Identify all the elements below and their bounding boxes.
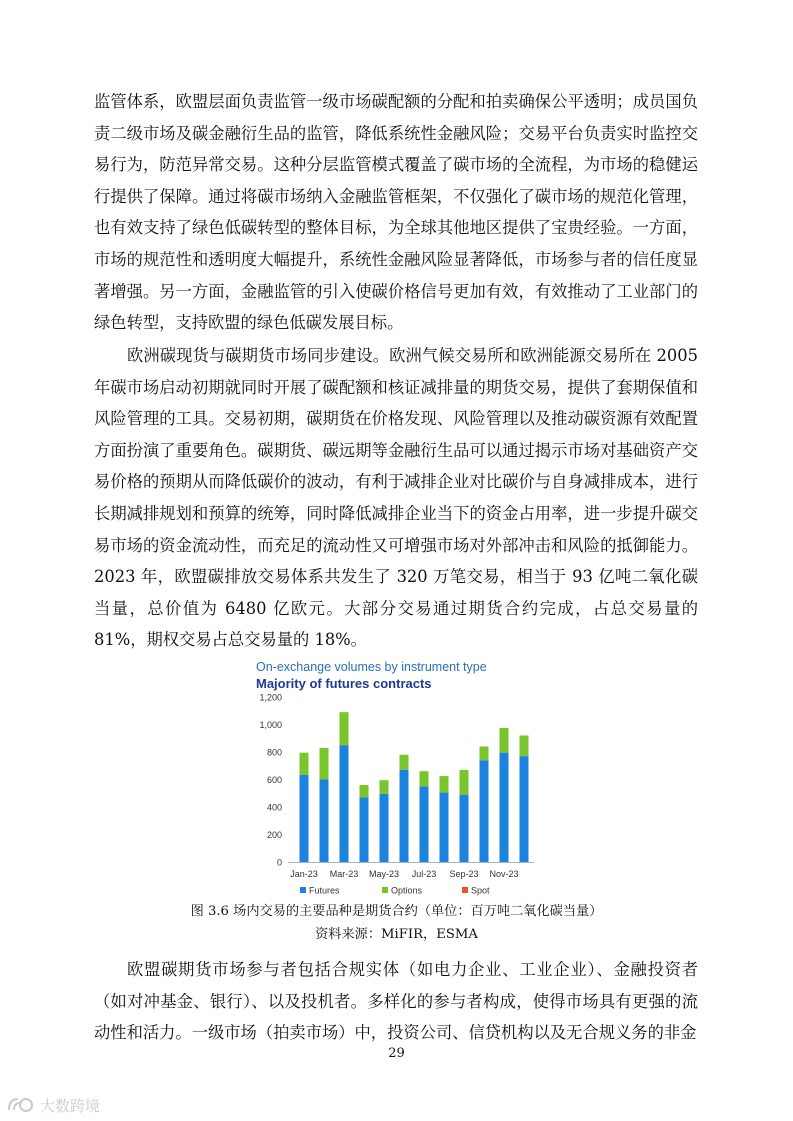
paragraph-participants: 欧盟碳期货市场参与者包括合规实体（如电力企业、工业企业）、金融投资者（如对冲基金、银行）、以及投机者。多样化的参与者构成，使得市场具有更强的流动性和活力。一级市场（拍卖市场）中，投资公司、信贷机构以及无合规义务的非金 — [94, 960, 698, 1043]
x-tick-label: Jan-23 — [290, 869, 318, 879]
bars — [300, 712, 529, 862]
bar-options-jan-23 — [300, 753, 309, 775]
legend-label-spot: Spot — [471, 885, 490, 896]
y-tick-label: 1,200 — [259, 692, 282, 703]
bar-options-sep-23 — [460, 770, 469, 795]
bar-options-oct-23 — [480, 747, 489, 761]
watermark-text: 大数跨境 — [40, 1096, 101, 1115]
legend-swatch-futures — [300, 887, 306, 893]
bar-options-mar-23 — [340, 712, 349, 745]
legend-label-futures: Futures — [309, 885, 340, 896]
legend-swatch-options — [382, 887, 388, 893]
bar-futures-oct-23 — [480, 760, 489, 862]
figure-source: 资料来源：MiFIR，ESMA — [315, 927, 478, 942]
x-tick-label: Sep-23 — [449, 869, 479, 879]
bar-options-apr-23 — [360, 785, 369, 797]
page-number: 29 — [388, 1046, 405, 1061]
y-tick-label: 800 — [266, 747, 282, 758]
bar-options-feb-23 — [320, 748, 329, 780]
bar-futures-jul-23 — [420, 786, 429, 862]
legend-label-options: Options — [391, 885, 423, 896]
y-axis — [259, 693, 282, 868]
bar-futures-nov-23 — [500, 753, 509, 862]
x-tick-label: Mar-23 — [329, 869, 359, 879]
bar-options-jul-23 — [420, 771, 429, 786]
volume-chart — [252, 657, 542, 903]
bar-futures-mar-23 — [340, 745, 349, 862]
bar-options-may-23 — [380, 780, 389, 794]
legend-swatch-spot — [462, 887, 468, 893]
y-tick-label: 200 — [266, 830, 282, 840]
bar-futures-feb-23 — [320, 780, 329, 863]
chart-title: On-exchange volumes by instrument type — [256, 660, 487, 674]
chart-legend — [300, 886, 490, 896]
chart-subtitle: Majority of futures contracts — [256, 676, 432, 691]
bar-futures-apr-23 — [360, 797, 369, 862]
paragraph-regulation: 监管体系，欧盟层面负责监管一级市场碳配额的分配和拍卖确保公平透明；成员国负责二级市场及碳金融衍生品的监管，降低系统性金融风险；交易平台负责实时监控交易行为，防范异常交易。这种分层监管模式覆盖了碳市场的全流程，为市场的稳健运行提供了保障。通过将碳市场纳入金融监管框架，不仅强化了碳市场的规范化管理，也有效支持了绿色低碳转型的整体目标，为全球其他地区提供了宝贵经验。一方面，市场的规范性和透明度大幅提升，系统性金融风险显著降低，市场参与者的信任度显著增强。另一方面，金融监管的引入使碳价格信号更加有效，有效推动了工业部门的绿色转型，支持欧盟的绿色低碳发展目标。 — [94, 92, 698, 333]
bar-futures-jun-23 — [400, 770, 409, 862]
paragraph-futures-market: 欧洲碳现货与碳期货市场同步建设。欧洲气候交易所和欧洲能源交易所在 2005 年碳市场启动初期就同时开展了碳配额和核证减排量的期货交易，提供了套期保值和风险管理的工具。交易初期，碳期货在价格发现、风险管理以及推动碳资源有效配置方面扮演了重要角色。碳期货、碳远期等金融衍生品可以通过揭示市场对基础资产交易价格的预期从而降低碳价的波动，有利于减排企业对比碳价与自身减排成本，进行长期减排规划和预算的统筹，同时降低减排企业当下的资金占用率，进一步提升碳交易市场的资金流动性，而充足的流动性又可增强市场对外部冲击和风险的抵御能力。2023 年，欧盟碳排放交易体系共发生了 320 万笔交易，相当于 93 亿吨二氧化碳当量，总价值为 6480 亿欧元。大部分交易通过期货合约完成，占总交易量的 81%，期权交易占总交易量的 18%。 — [94, 346, 698, 650]
bar-options-nov-23 — [500, 728, 509, 753]
y-tick-label: 600 — [266, 775, 282, 785]
bar-futures-jan-23 — [300, 775, 309, 862]
bar-futures-sep-23 — [460, 795, 469, 862]
x-tick-label: May-23 — [368, 869, 400, 879]
watermark-logo-icon — [6, 1095, 36, 1115]
y-tick-label: 1,000 — [259, 720, 282, 730]
x-tick-label: Jul-23 — [411, 869, 437, 879]
bar-options-aug-23 — [440, 776, 449, 793]
figure-caption: 图 3.6 场内交易的主要品种是期货合约（单位：百万吨二氧化碳当量） — [190, 904, 603, 919]
bar-options-jun-23 — [400, 755, 409, 770]
watermark — [6, 1093, 100, 1117]
bar-futures-may-23 — [380, 794, 389, 862]
bar-options-dec-23 — [520, 736, 529, 757]
x-tick-label: Nov-23 — [489, 869, 519, 879]
y-tick-label: 400 — [266, 802, 282, 813]
bar-futures-dec-23 — [520, 756, 529, 862]
y-tick-label: 0 — [276, 857, 282, 868]
x-axis — [288, 863, 534, 880]
bar-futures-aug-23 — [440, 793, 449, 862]
